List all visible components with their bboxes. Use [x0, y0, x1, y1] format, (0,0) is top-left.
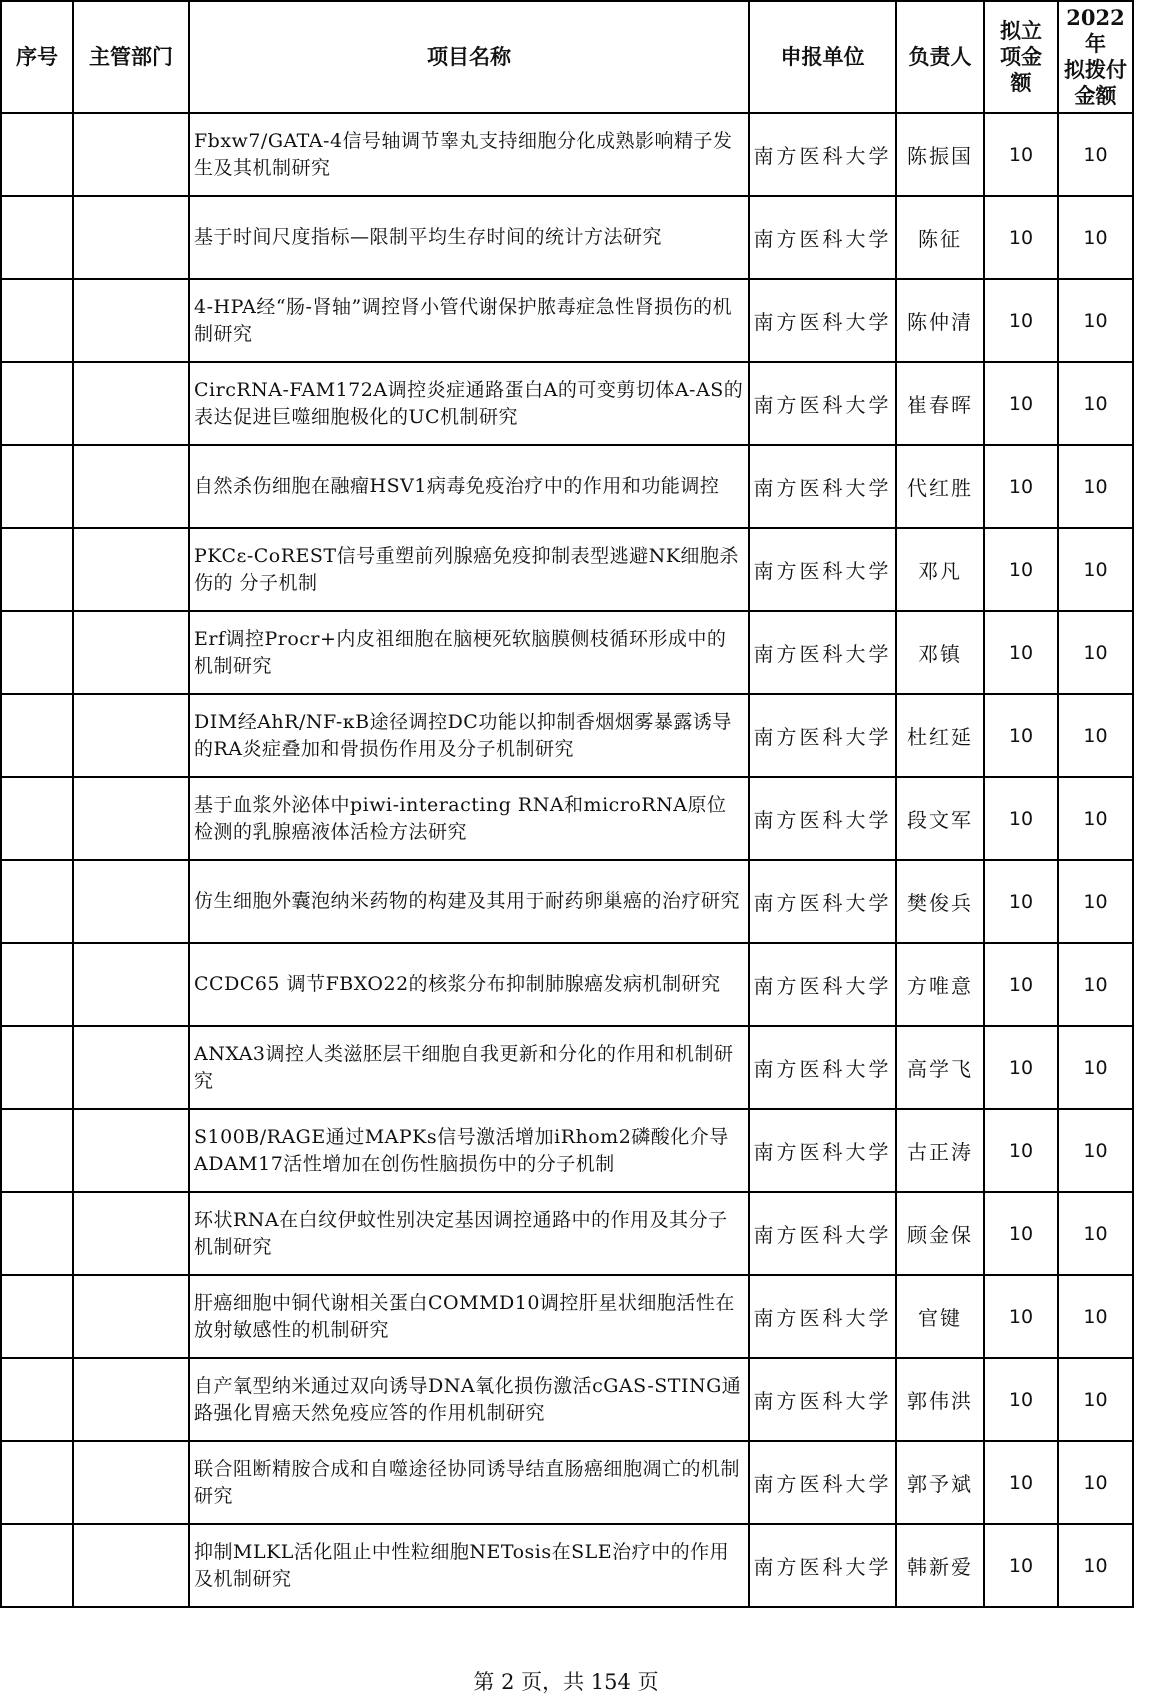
- cell-seq: [1, 1524, 73, 1607]
- table-row: [1, 279, 1133, 362]
- cell-person: 古正涛: [896, 1109, 984, 1192]
- cell-seq: [1, 445, 73, 528]
- cell-project-name: 肝癌细胞中铜代谢相关蛋白COMMD10调控肝星状细胞活性在放射敏感性的机制研究: [189, 1275, 749, 1358]
- cell-dept: [73, 1275, 189, 1358]
- cell-unit: 南方医科大学: [749, 528, 896, 611]
- table-row: [1, 528, 1133, 611]
- cell-dept: [73, 611, 189, 694]
- cell-fund: 10: [1058, 694, 1133, 777]
- header-dept: 主管部门: [73, 1, 189, 113]
- cell-unit: 南方医科大学: [749, 860, 896, 943]
- cell-seq: [1, 943, 73, 1026]
- cell-dept: [73, 1524, 189, 1607]
- cell-person: 段文军: [896, 777, 984, 860]
- cell-person: 代红胜: [896, 445, 984, 528]
- page-number: 第 2 页，共 154 页: [473, 1670, 659, 1694]
- cell-seq: [1, 777, 73, 860]
- table-row: [1, 113, 1133, 196]
- cell-unit: 南方医科大学: [749, 113, 896, 196]
- cell-person: 郭伟洪: [896, 1358, 984, 1441]
- cell-amount: 10: [984, 113, 1058, 196]
- cell-project-name: PKCε-CoREST信号重塑前列腺癌免疫抑制表型逃避NK细胞杀伤的 分子机制: [189, 528, 749, 611]
- table-row: [1, 860, 1133, 943]
- cell-project-name: 4-HPA经“肠-肾轴”调控肾小管代谢保护脓毒症急性肾损伤的机制研究: [189, 279, 749, 362]
- cell-project-name: Erf调控Procr+内皮祖细胞在脑梗死软脑膜侧枝循环形成中的机制研究: [189, 611, 749, 694]
- cell-fund: 10: [1058, 1026, 1133, 1109]
- cell-unit: 南方医科大学: [749, 943, 896, 1026]
- cell-dept: [73, 362, 189, 445]
- cell-fund: 10: [1058, 943, 1133, 1026]
- table-row: [1, 694, 1133, 777]
- cell-fund: 10: [1058, 445, 1133, 528]
- cell-seq: [1, 528, 73, 611]
- cell-seq: [1, 1441, 73, 1524]
- cell-person: 方唯意: [896, 943, 984, 1026]
- header-unit: 申报单位: [749, 1, 896, 113]
- table-row: [1, 445, 1133, 528]
- cell-amount: 10: [984, 694, 1058, 777]
- cell-amount: 10: [984, 445, 1058, 528]
- cell-unit: 南方医科大学: [749, 1524, 896, 1607]
- cell-unit: 南方医科大学: [749, 1109, 896, 1192]
- cell-fund: 10: [1058, 1441, 1133, 1524]
- cell-seq: [1, 1026, 73, 1109]
- cell-dept: [73, 445, 189, 528]
- header-fund: [1058, 1, 1133, 113]
- cell-amount: 10: [984, 279, 1058, 362]
- cell-project-name: 自产氧型纳米通过双向诱导DNA氧化损伤激活cGAS-STING通路强化胃癌天然免疫应答的作用机制研究: [189, 1358, 749, 1441]
- cell-person: 官键: [896, 1275, 984, 1358]
- cell-dept: [73, 1026, 189, 1109]
- header-amount-line: 拟立: [1000, 17, 1042, 43]
- cell-person: 崔春晖: [896, 362, 984, 445]
- cell-unit: 南方医科大学: [749, 196, 896, 279]
- cell-unit: 南方医科大学: [749, 1275, 896, 1358]
- cell-dept: [73, 528, 189, 611]
- cell-dept: [73, 1358, 189, 1441]
- cell-unit: 南方医科大学: [749, 1441, 896, 1524]
- cell-seq: [1, 362, 73, 445]
- cell-dept: [73, 196, 189, 279]
- cell-fund: 10: [1058, 1524, 1133, 1607]
- cell-seq: [1, 113, 73, 196]
- cell-person: 陈仲清: [896, 279, 984, 362]
- cell-project-name: Fbxw7/GATA-4信号轴调节睾丸支持细胞分化成熟影响精子发生及其机制研究: [189, 113, 749, 196]
- cell-project-name: DIM经AhR/NF-κB途径调控DC功能以抑制香烟烟雾暴露诱导的RA炎症叠加和骨损伤作用及分子机制研究: [189, 694, 749, 777]
- cell-unit: 南方医科大学: [749, 362, 896, 445]
- cell-amount: 10: [984, 1109, 1058, 1192]
- cell-dept: [73, 1192, 189, 1275]
- cell-fund: 10: [1058, 1109, 1133, 1192]
- cell-unit: 南方医科大学: [749, 777, 896, 860]
- cell-unit: 南方医科大学: [749, 1358, 896, 1441]
- cell-fund: 10: [1058, 113, 1133, 196]
- cell-project-name: 基于时间尺度指标—限制平均生存时间的统计方法研究: [189, 196, 749, 279]
- cell-project-name: S100B/RAGE通过MAPKs信号激活增加iRhom2磷酸化介导ADAM17活性增加在创伤性脑损伤中的分子机制: [189, 1109, 749, 1192]
- cell-unit: 南方医科大学: [749, 279, 896, 362]
- cell-dept: [73, 860, 189, 943]
- cell-dept: [73, 777, 189, 860]
- cell-person: 顾金保: [896, 1192, 984, 1275]
- header-amount-line: 额: [1010, 70, 1032, 96]
- cell-amount: 10: [984, 943, 1058, 1026]
- header-row: [1, 1, 1133, 113]
- header-fund-line: 金额: [1074, 83, 1117, 109]
- cell-amount: 10: [984, 860, 1058, 943]
- cell-amount: 10: [984, 777, 1058, 860]
- cell-person: 樊俊兵: [896, 860, 984, 943]
- cell-seq: [1, 1192, 73, 1275]
- header-fund-line: 拟拨付: [1064, 57, 1127, 82]
- cell-fund: 10: [1058, 279, 1133, 362]
- cell-project-name: CCDC65 调节FBXO22的核浆分布抑制肺腺癌发病机制研究: [189, 943, 749, 1026]
- table-row: [1, 362, 1133, 445]
- cell-project-name: ANXA3调控人类滋胚层干细胞自我更新和分化的作用和机制研究: [189, 1026, 749, 1109]
- cell-seq: [1, 279, 73, 362]
- cell-project-name: CircRNA-FAM172A调控炎症通路蛋白A的可变剪切体A-AS的表达促进巨噬细胞极化的UC机制研究: [189, 362, 749, 445]
- cell-amount: 10: [984, 362, 1058, 445]
- cell-dept: [73, 694, 189, 777]
- cell-amount: 10: [984, 1192, 1058, 1275]
- cell-fund: 10: [1058, 611, 1133, 694]
- cell-person: 杜红延: [896, 694, 984, 777]
- cell-person: 高学飞: [896, 1026, 984, 1109]
- cell-unit: 南方医科大学: [749, 1026, 896, 1109]
- cell-person: 陈振国: [896, 113, 984, 196]
- table-body: [1, 113, 1133, 1607]
- table-row: [1, 1026, 1133, 1109]
- cell-fund: 10: [1058, 196, 1133, 279]
- cell-person: 邓镇: [896, 611, 984, 694]
- cell-amount: 10: [984, 1358, 1058, 1441]
- table-row: [1, 1358, 1133, 1441]
- table-row: [1, 1192, 1133, 1275]
- cell-fund: 10: [1058, 362, 1133, 445]
- cell-person: 陈征: [896, 196, 984, 279]
- cell-amount: 10: [984, 1275, 1058, 1358]
- cell-person: 邓凡: [896, 528, 984, 611]
- header-amount: [984, 1, 1058, 113]
- cell-dept: [73, 943, 189, 1026]
- cell-project-name: 联合阻断精胺合成和自噬途径协同诱导结直肠癌细胞凋亡的机制研究: [189, 1441, 749, 1524]
- cell-amount: 10: [984, 611, 1058, 694]
- table-row: [1, 1441, 1133, 1524]
- header-fund-line: 2022年: [1066, 4, 1125, 56]
- cell-project-name: 仿生细胞外囊泡纳米药物的构建及其用于耐药卵巢癌的治疗研究: [189, 860, 749, 943]
- cell-fund: 10: [1058, 860, 1133, 943]
- table-row: [1, 1275, 1133, 1358]
- cell-unit: 南方医科大学: [749, 694, 896, 777]
- cell-seq: [1, 611, 73, 694]
- cell-fund: 10: [1058, 1275, 1133, 1358]
- table-row: [1, 1109, 1133, 1192]
- cell-project-name: 自然杀伤细胞在融瘤HSV1病毒免疫治疗中的作用和功能调控: [189, 445, 749, 528]
- cell-amount: 10: [984, 1524, 1058, 1607]
- cell-dept: [73, 1441, 189, 1524]
- cell-fund: 10: [1058, 528, 1133, 611]
- cell-dept: [73, 1109, 189, 1192]
- cell-project-name: 基于血浆外泌体中piwi-interacting RNA和microRNA原位检测的乳腺癌液体活检方法研究: [189, 777, 749, 860]
- cell-seq: [1, 1109, 73, 1192]
- cell-person: 韩新爱: [896, 1524, 984, 1607]
- cell-amount: 10: [984, 528, 1058, 611]
- cell-dept: [73, 279, 189, 362]
- cell-seq: [1, 1358, 73, 1441]
- header-project-name: 项目名称: [189, 1, 749, 113]
- header-amount-line: 项金: [1000, 43, 1042, 69]
- table-row: [1, 777, 1133, 860]
- cell-unit: 南方医科大学: [749, 611, 896, 694]
- cell-project-name: 抑制MLKL活化阻止中性粒细胞NETosis在SLE治疗中的作用及机制研究: [189, 1524, 749, 1607]
- table-row: [1, 943, 1133, 1026]
- cell-seq: [1, 860, 73, 943]
- cell-fund: 10: [1058, 1192, 1133, 1275]
- cell-seq: [1, 694, 73, 777]
- cell-person: 郭予斌: [896, 1441, 984, 1524]
- header-person: 负责人: [896, 1, 984, 113]
- cell-fund: 10: [1058, 777, 1133, 860]
- cell-unit: 南方医科大学: [749, 445, 896, 528]
- cell-amount: 10: [984, 1441, 1058, 1524]
- cell-project-name: 环状RNA在白纹伊蚊性别决定基因调控通路中的作用及其分子机制研究: [189, 1192, 749, 1275]
- table-row: [1, 611, 1133, 694]
- cell-seq: [1, 196, 73, 279]
- table-row: [1, 1524, 1133, 1607]
- cell-fund: 10: [1058, 1358, 1133, 1441]
- table-row: [1, 196, 1133, 279]
- cell-amount: 10: [984, 196, 1058, 279]
- header-seq: 序号: [1, 1, 73, 113]
- cell-amount: 10: [984, 1026, 1058, 1109]
- cell-dept: [73, 113, 189, 196]
- cell-unit: 南方医科大学: [749, 1192, 896, 1275]
- cell-seq: [1, 1275, 73, 1358]
